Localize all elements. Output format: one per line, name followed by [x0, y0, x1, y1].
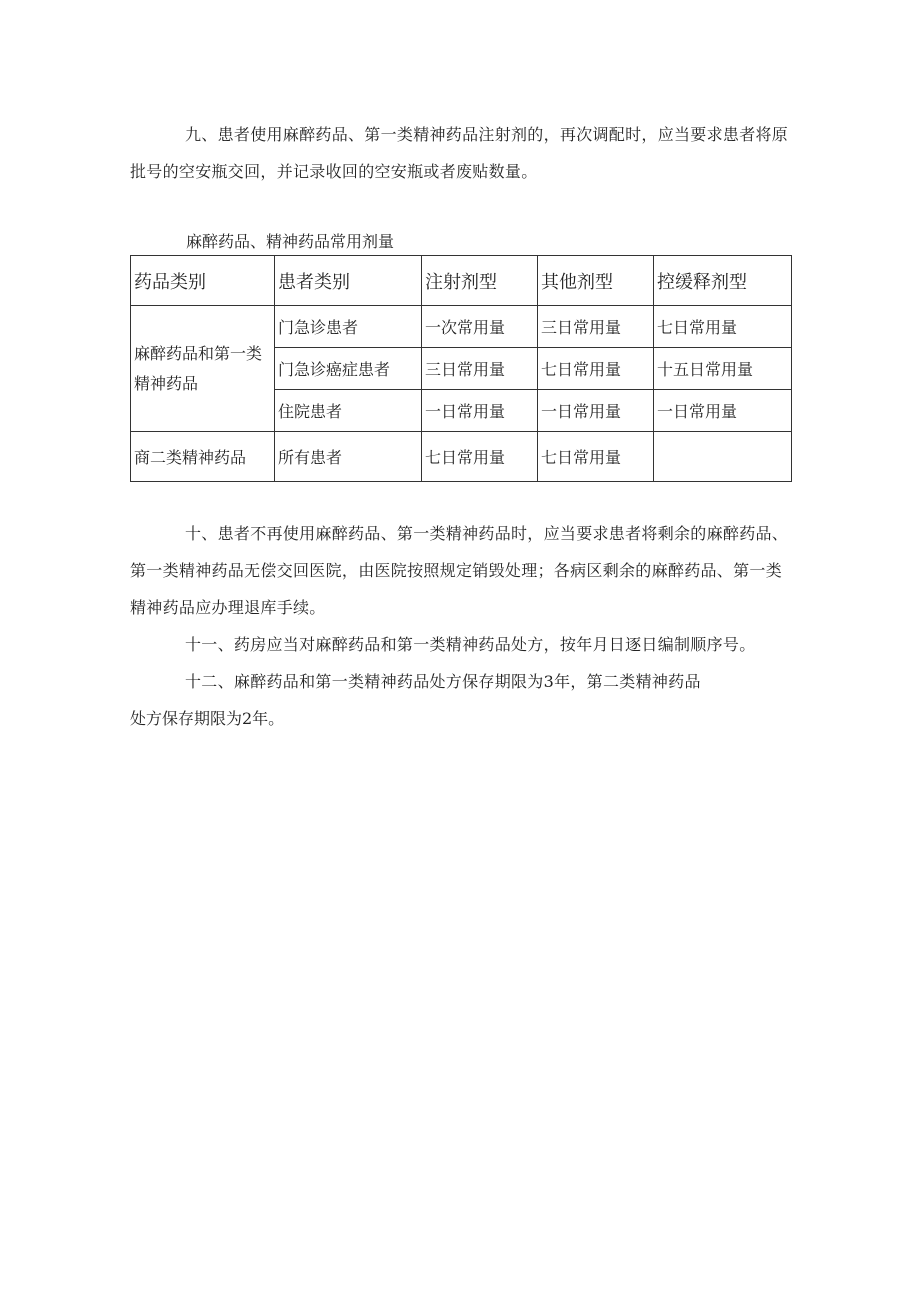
- header-injection: 注射剂型: [422, 256, 538, 306]
- header-controlled-release: 控缓释剂型: [654, 256, 792, 306]
- controlled-release-cell: 一日常用量: [654, 390, 792, 432]
- drug-category-cell: 麻醉药品和第一类精神药品: [131, 306, 275, 432]
- injection-cell: 一日常用量: [422, 390, 538, 432]
- controlled-release-cell: 七日常用量: [654, 306, 792, 348]
- controlled-release-cell: 十五日常用量: [654, 348, 792, 390]
- table-row: [131, 306, 792, 348]
- paragraph-eleven: 十一、药房应当对麻醉药品和第一类精神药品处方，按年月日逐日编制顺序号。: [185, 635, 756, 654]
- other-forms-cell: 七日常用量: [538, 432, 654, 482]
- paragraph-nine: 九、患者使用麻醉药品、第一类精神药品注射剂的，再次调配时，应当要求患者将原批号的空安瓶交回，并记录收回的空安瓶或者废贴数量。: [130, 125, 789, 181]
- patient-category-cell: 所有患者: [275, 432, 422, 482]
- patient-category-cell: 门急诊患者: [275, 306, 422, 348]
- other-forms-cell: 七日常用量: [538, 348, 654, 390]
- table-header-row: [131, 256, 792, 306]
- injection-cell: 三日常用量: [422, 348, 538, 390]
- controlled-release-cell: [654, 432, 792, 482]
- paragraph-twelve: 十二、麻醉药品和第一类精神药品处方保存期限为3年，第二类精神药品: [185, 672, 701, 691]
- paragraph-ten: 十、患者不再使用麻醉药品、第一类精神药品时，应当要求患者将剩余的麻醉药品、第一类精神药品无偿交回医院，由医院按照规定销毁处理；各病区剩余的麻醉药品、第一类精神药品应办理退库手续。: [130, 524, 789, 617]
- patient-category-cell: 门急诊癌症患者: [275, 348, 422, 390]
- drug-category-cell: 商二类精神药品: [131, 432, 275, 482]
- header-drug-category: 药品类别: [131, 256, 275, 306]
- other-forms-cell: 三日常用量: [538, 306, 654, 348]
- injection-cell: 七日常用量: [422, 432, 538, 482]
- injection-cell: 一次常用量: [422, 306, 538, 348]
- header-patient-category: 患者类别: [275, 256, 422, 306]
- header-other-forms: 其他剂型: [538, 256, 654, 306]
- table-caption: 麻醉药品、精神药品常用剂量: [186, 232, 395, 251]
- patient-category-cell: 住院患者: [275, 390, 422, 432]
- other-forms-cell: 一日常用量: [538, 390, 654, 432]
- table-row: [131, 432, 792, 482]
- dosage-table: [130, 255, 792, 482]
- paragraph-twelve-continued: 处方保存期限为2年。: [130, 709, 285, 728]
